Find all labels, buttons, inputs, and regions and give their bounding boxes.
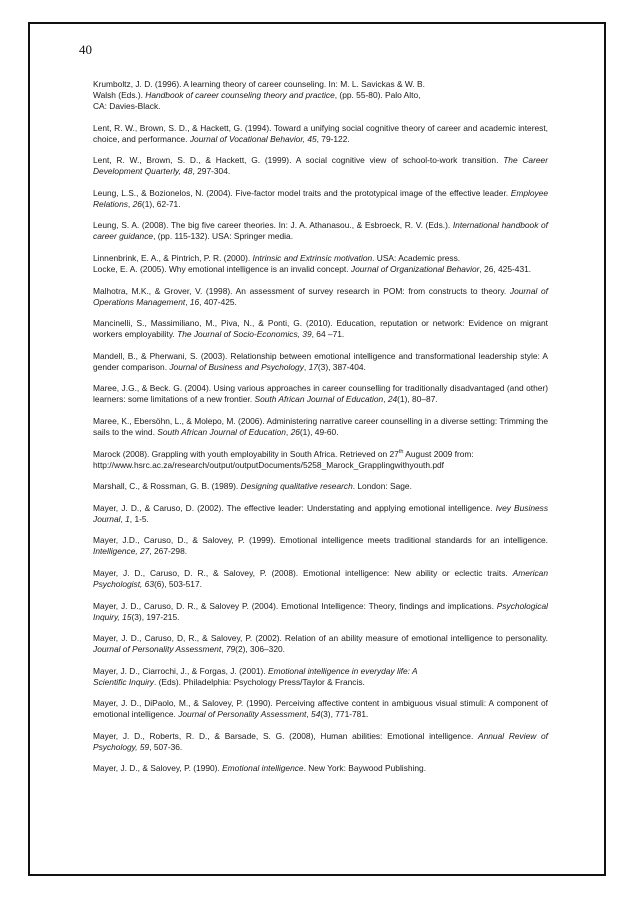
reference-text: . USA: Academic press. [372, 252, 461, 263]
reference-text: . London: Sage. [352, 481, 412, 492]
reference-text: Leung, L.S., & Bozionelos, N. (2004). Five-factor model traits and the prototypical image of the effective leader. [93, 187, 511, 198]
reference-text: , [127, 198, 133, 209]
reference-italic-text: Journal of Personality Assessment [93, 644, 222, 655]
reference-italic-text: Psychological Inquiry, 15 [93, 600, 548, 622]
reference-text: (3), 197-215. [131, 611, 180, 622]
reference-text: Mayer, J. D., Ciarrochi, J., & Forgas, J. (2001). [93, 665, 268, 676]
reference-entry [93, 220, 548, 242]
reference-entry [93, 601, 548, 623]
reference-text: Marock (2008). Grappling with youth employability in South Africa. Retrieved on 27 [93, 448, 399, 459]
reference-text: (3), 387-404. [317, 361, 366, 372]
reference-text: , [306, 709, 312, 720]
reference-italic-text: The Journal of Socio-Economics, 39 [177, 329, 312, 340]
reference-text: (3), 771-781. [320, 709, 369, 720]
reference-text: , [303, 361, 309, 372]
reference-entry [93, 253, 548, 275]
reference-text: , 79-122. [316, 133, 350, 144]
reference-text: Mayer, J. D., DiPaolo, M., & Salovey, P. (1990). Perceiving affective content in ambiguous visual stimuli: A component of emotional intelligence. [93, 698, 548, 720]
reference-text: Lent, R. W., Brown, S. D., & Hackett, G. (1994). Toward a unifying social cognitive theory of career and academic interest, choice, and performance. [93, 122, 548, 144]
reference-text: . (Eds). Philadelphia: Psychology Press/Taylor & Francis. [153, 676, 365, 687]
reference-text: , (pp. 115-132). USA: Springer media. [153, 231, 294, 242]
reference-italic-text: 1 [125, 513, 130, 524]
reference-text: Locke, E. A. (2005). Why emotional intelligence is an invalid concept. [93, 263, 351, 274]
reference-italic-text: 26 [290, 426, 300, 437]
reference-italic-text: 54 [311, 709, 321, 720]
reference-italic-text: Scientific Inquiry [93, 676, 154, 687]
reference-italic-text: Journal of Business and Psychology [169, 361, 304, 372]
reference-entry [93, 286, 548, 308]
reference-entry [93, 449, 548, 471]
reference-text: Malhotra, M.K., & Grover, V. (1998). An assessment of survey research in POM: from constructs to theory. [93, 285, 510, 296]
reference-text: , 507-36. [149, 741, 183, 752]
reference-text: Lent, R. W., Brown, S. D., & Hackett, G. (1999). A social cognitive view of school-to-work transition. [93, 155, 504, 166]
reference-entry [93, 731, 548, 753]
reference-italic-text: Employee Relations [93, 187, 548, 209]
reference-text: Linnenbrink, E. A., & Pintrich, P. R. (2000). [93, 252, 253, 263]
reference-entry [93, 416, 548, 438]
reference-entry [93, 633, 548, 655]
reference-text: Marshall, C., & Rossman, G. B. (1989). [93, 481, 241, 492]
reference-text: (2), 306–320. [235, 644, 285, 655]
reference-text: Mayer, J.D., Caruso, D., & Salovey, P. (1999). Emotional intelligence meets traditional standards for an intelligence. [93, 535, 548, 546]
reference-text: Krumboltz, J. D. (1996). A learning theory of career counseling. In: M. L. Savickas & W. B. [93, 79, 425, 89]
reference-italic-text: 26 [132, 198, 142, 209]
page-number: 40 [79, 42, 92, 57]
reference-text: Walsh (Eds.). [93, 90, 146, 100]
reference-text: , 297-304. [192, 166, 231, 177]
reference-text: , [383, 394, 388, 405]
reference-entry [93, 318, 548, 340]
reference-text: th [398, 448, 404, 455]
reference-italic-text: The Career Development Quarterly, 48 [93, 155, 548, 177]
reference-text: Mayer, J. D., Caruso, D, R., & Salovey, P. (2002). Relation of an ability measure of emotional intelligence to personality. [93, 633, 548, 644]
reference-italic-text: South African Journal of Education [157, 426, 286, 437]
reference-text: Mayer, J. D., & Caruso, D. (2002). The effective leader: Understating and applying emotional intelligence. [93, 502, 496, 513]
reference-text: Mayer, J. D., & Salovey, P. (1990). [93, 763, 223, 774]
reference-entry [93, 383, 548, 405]
reference-italic-text: South African Journal of Education [254, 394, 384, 405]
reference-list [93, 79, 548, 785]
reference-text: Mandell, B., & Pherwani, S. (2003). Relationship between emotional intelligence and transformational leadership style: A gender comparison. [93, 350, 548, 372]
reference-entry [93, 79, 548, 112]
reference-text: Mancinelli, S., Massimiliano, M., Piva, N., & Ponti, G. (2010). Education, reputation or network: Evidence on migrant workers employability. [93, 318, 548, 340]
reference-text: Leung, S. A. (2008). The big five career theories. In: J. A. Athanasou., & Esbroeck, R. V. (Eds.). [93, 220, 453, 231]
reference-text: Mayer, J. D., Caruso, D. R., & Salovey, P. (2008). Emotional intelligence: New ability or eclectic traits. [93, 567, 513, 578]
reference-text: Mayer, J. D., Roberts, R. D., & Barsade, S. G. (2008), Human abilities: Emotional intelligence. [93, 730, 479, 741]
reference-italic-text: Handbook of career counseling theory and practice [145, 90, 335, 100]
reference-text: , 64 –71. [311, 329, 345, 340]
reference-italic-text: 24 [387, 394, 398, 405]
reference-text: . New York: Baywood Publishing. [303, 763, 427, 774]
reference-text: (1), 80–87. [397, 394, 438, 405]
reference-text: (1), 62-71. [141, 198, 181, 209]
reference-entry [93, 763, 548, 774]
reference-italic-text: Intelligence, 27 [93, 546, 150, 557]
reference-text: , [185, 296, 190, 307]
reference-italic-text: Emotional intelligence in everyday life: A [268, 665, 418, 676]
reference-entry [93, 535, 548, 557]
reference-italic-text: Emotional intelligence [222, 763, 304, 774]
reference-entry [93, 188, 548, 210]
reference-italic-text: International handbook of career guidance [93, 220, 549, 242]
reference-entry [93, 568, 548, 590]
reference-text: , [285, 426, 291, 437]
reference-entry [93, 481, 548, 492]
reference-entry [93, 666, 548, 688]
reference-italic-text: 17 [308, 361, 318, 372]
reference-italic-text: Ivey Business Journal [93, 502, 549, 524]
reference-entry [93, 351, 548, 373]
reference-italic-text: Journal of Operations Management [93, 285, 549, 307]
reference-italic-text: Intrinsic and Extrinsic motivation [252, 252, 373, 263]
reference-text: (1), 49-60. [299, 426, 339, 437]
reference-text: , 26, 425-431. [479, 263, 532, 274]
reference-text: Maree, J.G., & Beck. G. (2004). Using various approaches in career counselling for traditionally disadvantaged (and other) learners: some limitations of a new frontier. [93, 383, 548, 405]
reference-italic-text: Designing qualitative research [240, 481, 353, 492]
reference-entry [93, 698, 548, 720]
reference-text: , [221, 644, 226, 655]
reference-text: August 2009 from: [403, 448, 474, 459]
reference-text: , 407-425. [199, 296, 237, 307]
reference-italic-text: Annual Review of Psychology, 59 [93, 730, 548, 752]
reference-italic-text: American Psychologist, 63 [93, 567, 548, 589]
reference-text: , 1-5. [129, 513, 149, 524]
reference-text: http://www.hsrc.ac.za/research/output/outputDocuments/5258_Marock_Grapplingwithyouth.pdf [93, 459, 445, 470]
reference-text: (6), 503-517. [154, 578, 202, 589]
reference-text: Maree, K., Ebersöhn, L., & Molepo, M. (2006). Administering narrative career counselling in a diverse setting: Trimming the sails to the wind. [93, 415, 548, 437]
reference-entry [93, 123, 548, 145]
reference-entry [93, 503, 548, 525]
reference-entry [93, 155, 548, 177]
reference-text: , [120, 513, 126, 524]
reference-italic-text: 16 [189, 296, 200, 307]
reference-text: Mayer, J. D., Caruso, D. R., & Salovey P. (2004). Emotional Intelligence: Theory, findings and implications. [93, 600, 497, 611]
reference-italic-text: Journal of Personality Assessment [178, 709, 307, 720]
reference-text: CA: Davies-Black. [93, 101, 161, 111]
reference-italic-text: Journal of Organizational Behavior [350, 263, 480, 274]
reference-text: , (pp. 55-80). Palo Alto, [334, 90, 421, 100]
reference-italic-text: Journal of Vocational Behavior, 45 [189, 133, 317, 144]
reference-italic-text: 79 [225, 644, 236, 655]
reference-text: , 267-298. [149, 546, 188, 557]
